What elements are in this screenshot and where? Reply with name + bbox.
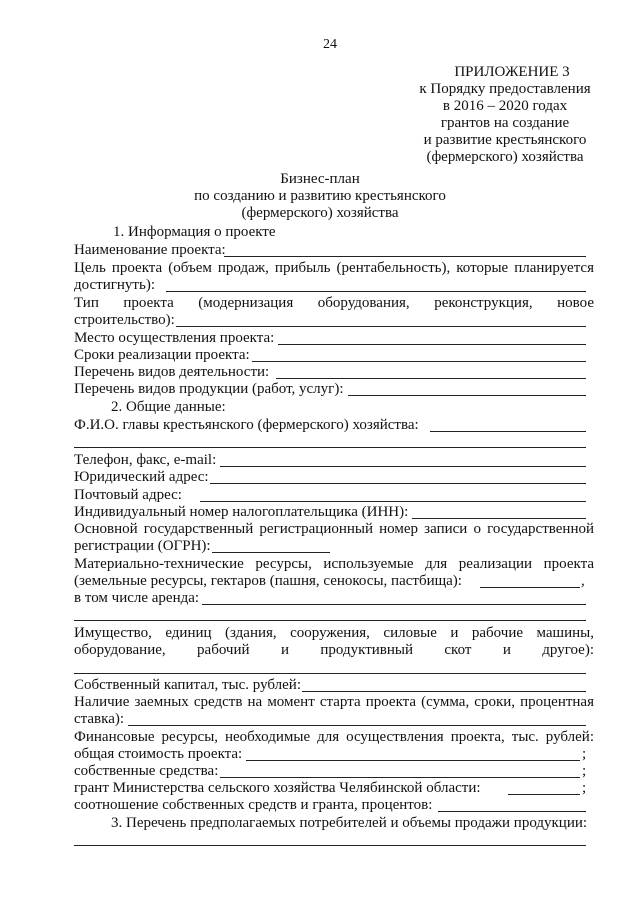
- appendix-line: (фермерского) хозяйства: [426, 149, 584, 165]
- grant-label: грант Министерства сельского хозяйства Челябинской области:: [74, 780, 481, 796]
- project-goal-field[interactable]: [166, 291, 586, 292]
- project-goal-label: Цель проекта (объем продаж, прибыль (рентабельность), которые планируется: [74, 260, 594, 276]
- appendix-line: в 2016 – 2020 годах: [442, 98, 568, 114]
- consumers-field[interactable]: [74, 845, 586, 846]
- appendix-line: грантов на создание: [440, 115, 570, 131]
- products-label: Перечень видов продукции (работ, услуг):: [74, 381, 344, 397]
- head-name-field[interactable]: [430, 431, 586, 432]
- section2-heading: 2. Общие данные:: [111, 399, 226, 415]
- total-cost-field[interactable]: [246, 760, 580, 761]
- doc-title-line3: (фермерского) хозяйства: [241, 205, 399, 221]
- section3-heading: 3. Перечень предполагаемых потребителей и объемы продажи продукции:: [111, 815, 588, 831]
- phone-label: Телефон, факс, e-mail:: [74, 452, 217, 468]
- grant-semicolon: ;: [582, 780, 587, 796]
- resources-field[interactable]: [480, 587, 580, 588]
- location-label: Место осуществления проекта:: [74, 330, 275, 346]
- project-name-label: Наименование проекта:: [74, 242, 226, 258]
- phone-field[interactable]: [220, 466, 586, 467]
- appendix-line: и развитие крестьянского: [423, 132, 587, 148]
- inn-label: Индивидуальный номер налогоплательщика (ИНН):: [74, 504, 409, 520]
- project-goal-label-cont: достигнуть):: [74, 277, 155, 293]
- ogrn-field[interactable]: [212, 552, 330, 553]
- appendix-line: к Порядку предоставления: [419, 81, 591, 97]
- ratio-field[interactable]: [438, 811, 586, 812]
- total-cost-semicolon: ;: [582, 746, 587, 762]
- postal-address-label: Почтовый адрес:: [74, 487, 182, 503]
- postal-address-field[interactable]: [200, 501, 586, 502]
- resources-label-cont: (земельные ресурсы, гектаров (пашня, сенокосы, пастбища):: [74, 573, 462, 589]
- resources-comma: ,: [581, 573, 585, 589]
- total-cost-label: общая стоимость проекта:: [74, 746, 243, 762]
- location-field[interactable]: [278, 344, 586, 345]
- own-funds-label: собственные средства:: [74, 763, 219, 779]
- doc-title-line2: по созданию и развитию крестьянского: [194, 188, 446, 204]
- terms-label: Сроки реализации проекта:: [74, 347, 250, 363]
- terms-field[interactable]: [252, 361, 586, 362]
- section1-heading: 1. Информация о проекте: [113, 224, 276, 240]
- property-label-cont: оборудование, рабочий и продуктивный скот и другое):: [74, 642, 594, 658]
- property-field[interactable]: [74, 673, 586, 674]
- project-name-field[interactable]: [224, 256, 586, 257]
- rent-field-line2[interactable]: [74, 620, 586, 621]
- project-type-field[interactable]: [176, 326, 586, 327]
- head-name-field-line2[interactable]: [74, 447, 586, 448]
- ogrn-label-cont: регистрации (ОГРН):: [74, 538, 211, 554]
- loans-label-cont: ставка):: [74, 711, 125, 727]
- appendix-block: [398, 64, 612, 166]
- loans-label: Наличие заемных средств на момент старта проекта (сумма, сроки, процентная: [74, 694, 594, 710]
- ratio-label: соотношение собственных средств и гранта, процентов:: [74, 797, 433, 813]
- own-capital-label: Собственный капитал, тыс. рублей:: [74, 677, 301, 693]
- legal-address-field[interactable]: [210, 483, 586, 484]
- products-field[interactable]: [348, 395, 586, 396]
- legal-address-label: Юридический адрес:: [74, 469, 209, 485]
- appendix-title: ПРИЛОЖЕНИЕ 3: [454, 64, 570, 80]
- page-number: 24: [323, 37, 337, 52]
- activities-label: Перечень видов деятельности:: [74, 364, 270, 380]
- resources-label: Материально-технические ресурсы, используемые для реализации проекта: [74, 556, 594, 572]
- ogrn-label: Основной государственный регистрационный номер записи о государственной: [74, 521, 594, 537]
- own-funds-semicolon: ;: [582, 763, 587, 779]
- rent-label: в том числе аренда:: [74, 590, 200, 606]
- head-name-label: Ф.И.О. главы крестьянского (фермерского) хозяйства:: [74, 417, 419, 433]
- loans-field[interactable]: [128, 725, 586, 726]
- project-type-label: Тип проекта (модернизация оборудования, реконструкция, новое: [74, 295, 594, 311]
- doc-title-line1: Бизнес-план: [280, 171, 360, 187]
- project-type-label-cont: строительство):: [74, 312, 175, 328]
- activities-field[interactable]: [276, 378, 586, 379]
- own-funds-field[interactable]: [220, 777, 580, 778]
- grant-field[interactable]: [508, 794, 580, 795]
- finance-label: Финансовые ресурсы, необходимые для осуществления проекта, тыс. рублей:: [74, 729, 594, 745]
- inn-field[interactable]: [412, 518, 586, 519]
- own-capital-field[interactable]: [302, 691, 586, 692]
- property-label: Имущество, единиц (здания, сооружения, силовые и рабочие машины,: [74, 625, 594, 641]
- rent-field[interactable]: [202, 604, 586, 605]
